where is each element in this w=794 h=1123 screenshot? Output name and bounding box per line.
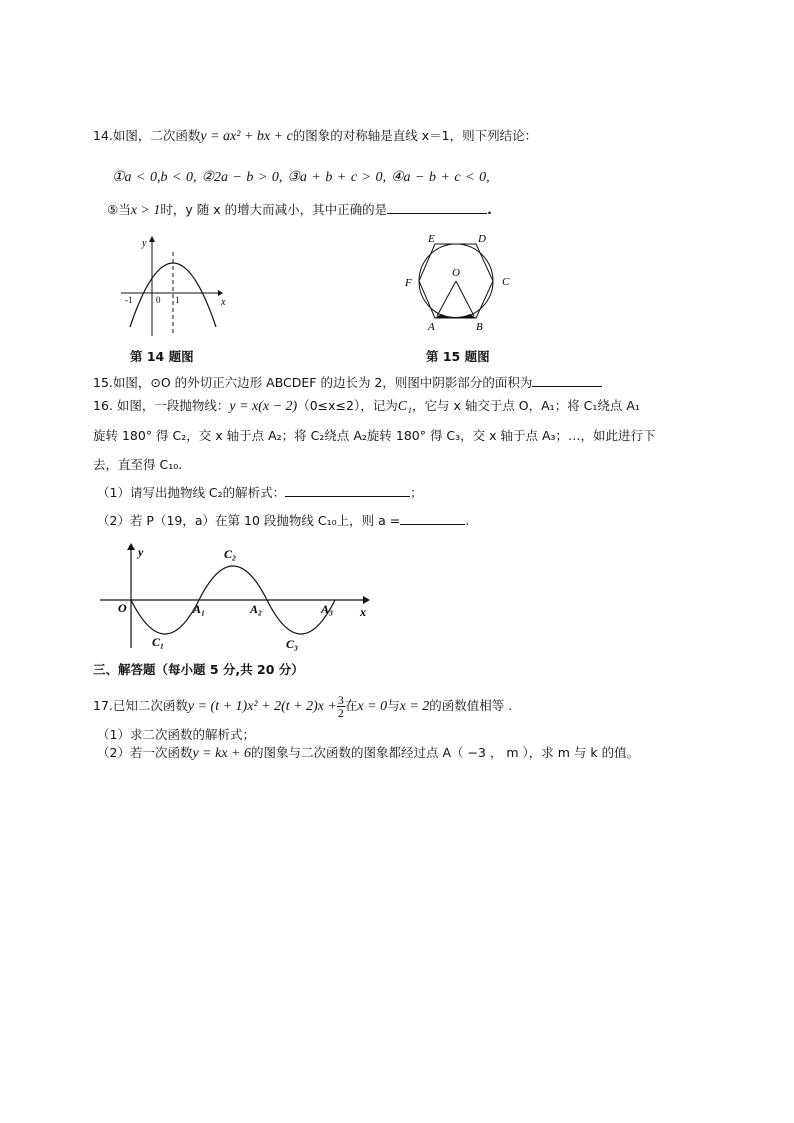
q17-and: 与: [387, 698, 400, 713]
fig14-tick-0: 0: [156, 295, 161, 305]
q17-part-1: （1）求二次函数的解析式；: [97, 727, 255, 742]
q16-p1-text: （1）请写出抛物线 C₂的解析式：: [97, 485, 286, 500]
q16-part-1: [97, 484, 423, 501]
q17-stem: [93, 693, 512, 720]
q14-conclusions: [112, 169, 490, 186]
q14-suffix: 的图象的对称轴是直线 x＝1，则下列结论：: [292, 128, 538, 143]
fig16-y-label: y: [138, 545, 144, 559]
fig16-x-arrow: [363, 596, 370, 604]
fig15-label-f: F: [405, 277, 412, 289]
q16-l1-c1: C₁: [397, 399, 412, 414]
fig15-segment-ob: [456, 281, 474, 316]
q17-fraction-denominator: 2: [337, 706, 344, 720]
fig14-caption: 第 14 题图: [130, 349, 194, 364]
q17-fraction: [337, 694, 345, 719]
q14-conclusion-2: ②2a − b > 0,: [201, 170, 283, 185]
fig16-label-o: O: [118, 601, 127, 615]
fig14-tick-neg1: -1: [125, 295, 133, 305]
fig14-x-arrow: [218, 290, 223, 296]
fig16-curve-c1: [131, 600, 199, 634]
fig16-curve-c2: [199, 566, 267, 600]
q14-end: .: [487, 202, 492, 217]
fig15-label-e: E: [428, 233, 435, 245]
q16-p2-end: .: [465, 513, 470, 528]
q16-l1-post: ，它与 x 轴交于点 O，A₁；将 C₁绕点 A₁: [411, 398, 640, 413]
fig14-y-label: y: [142, 238, 147, 249]
q17-part-2: [97, 745, 639, 762]
q17-x0: x = 0: [357, 699, 388, 714]
q14-c5-cond: x > 1: [130, 203, 161, 218]
q17-x2: x = 2: [399, 699, 430, 714]
q17-p2-pre: （2）若一次函数: [97, 745, 193, 760]
q14-prefix: 14.如图，二次函数: [93, 128, 201, 143]
fig14-graph: [118, 232, 228, 337]
q14-conclusion-1: ①a < 0,b < 0,: [112, 170, 197, 185]
q14-stem: [93, 128, 537, 145]
fig14-x-label: x: [221, 297, 226, 308]
fig16-label-c2: C₂: [224, 547, 237, 561]
q17-mid: 在: [344, 698, 358, 713]
q14-function: y = ax² + bx + c: [200, 129, 293, 144]
q14-conclusion-3: ③a + b + c > 0,: [287, 170, 386, 185]
fig15-label-d: D: [478, 233, 486, 245]
q17-pre: 17.已知二次函数: [93, 698, 188, 713]
fig16-label-a2: A₂: [250, 602, 263, 616]
q16-line-2: 旋转 180° 得 C₂，交 x 轴于点 A₂；将 C₂绕点 A₂旋转 180° 得 C₃，交 x 轴于点 A₃；…，如此进行下: [93, 428, 656, 443]
q17-post: 的函数值相等 .: [429, 698, 513, 713]
q15-text: 15.如图，⊙O 的外切正六边形 ABCDEF 的边长为 2，则图中阴影部分的面积为: [93, 375, 533, 390]
q17-fraction-numerator: 3: [337, 693, 344, 707]
fig16-label-a1: A₁: [193, 602, 206, 616]
fig16-x-label: x: [360, 605, 366, 619]
q16-l1-mid: （0≤x≤2），记为: [297, 398, 398, 413]
fig15-label-c: C: [502, 276, 510, 288]
fig16-label-c3: C₃: [286, 637, 299, 651]
q15-answer-blank[interactable]: [532, 374, 602, 387]
fig15-segment-oa: [437, 281, 456, 316]
fig15-shaded-region: [435, 314, 476, 318]
q16-l1-func: y = x(x − 2): [229, 399, 298, 414]
q16-p2-text: （2）若 P（19，a）在第 10 段抛物线 C₁₀上，则 a =: [97, 513, 401, 528]
fig15-caption: 第 15 题图: [426, 349, 490, 364]
q14-c5-post: 时，y 随 x 的增大而减小，其中正确的是: [160, 202, 388, 217]
fig15-label-b: B: [476, 321, 483, 333]
q14-conclusion-5-line: [107, 201, 492, 219]
q16-p1-end: ；: [410, 485, 423, 500]
q14-answer-blank[interactable]: [387, 201, 487, 214]
section-3-title: 三、解答题（每小题 5 分,共 20 分）: [93, 662, 304, 677]
q17-p2-func: y = kx + 6: [192, 746, 252, 761]
fig14-y-arrow: [149, 236, 155, 242]
fig15-hexagon-figure: [400, 230, 520, 335]
fig16-y-arrow: [127, 543, 135, 550]
q16-p2-answer-blank[interactable]: [400, 512, 465, 525]
q16-line-3: 去，直至得 C₁₀.: [93, 457, 183, 472]
q14-c5-pre: ⑤当: [107, 202, 131, 217]
q16-l1-pre: 16. 如图，一段抛物线：: [93, 398, 230, 413]
q16-line-1: [93, 398, 640, 415]
fig16-graph: [98, 540, 378, 655]
q16-p1-answer-blank[interactable]: [285, 484, 410, 497]
fig16-label-c1: C₁: [152, 635, 165, 649]
q15-stem: [93, 374, 602, 391]
q17-p2-post: 的图象与二次函数的图象都经过点 A（ −3 ， m ），求 m 与 k 的值。: [251, 745, 640, 760]
q14-conclusion-4: ④a − b + c < 0,: [390, 170, 490, 185]
q16-part-2: [97, 512, 469, 529]
fig15-label-a: A: [428, 321, 435, 333]
fig15-label-o: O: [452, 267, 460, 279]
fig14-tick-1: 1: [175, 295, 180, 305]
fig16-label-a3: A₃: [321, 602, 334, 616]
q17-function: y = (t + 1)x² + 2(t + 2)x +: [187, 699, 337, 714]
